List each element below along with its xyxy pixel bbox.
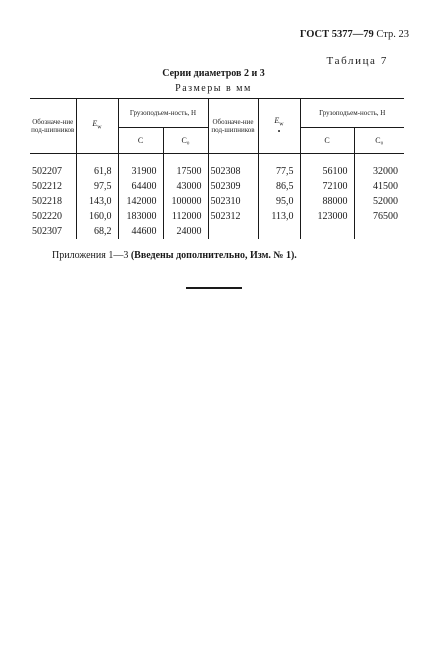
- c-left: 44600: [118, 224, 163, 239]
- header-load-capacity: Грузоподъем-ность, Н: [118, 99, 208, 128]
- ew-right: 113,0: [258, 209, 300, 224]
- closing-rule: [186, 287, 242, 289]
- c0-left: 112000: [163, 209, 208, 224]
- ew-right: 95,0: [258, 194, 300, 209]
- c-right: 72100: [300, 179, 354, 194]
- header-c: C: [118, 128, 163, 154]
- c-right: [300, 224, 354, 239]
- code-left: 502207: [32, 166, 62, 177]
- header-designation: Обозначе-ние под-шипников: [30, 99, 76, 154]
- footnote-prefix: Приложения 1—3: [52, 250, 129, 261]
- header-load-capacity-right: Грузоподъем-ность, Н: [300, 99, 404, 128]
- c0-right: 52000: [354, 194, 404, 209]
- ew-left: 68,2: [76, 224, 118, 239]
- c0-left: 24000: [163, 224, 208, 239]
- table-row: [30, 154, 404, 180]
- header-ew: $E_w$: [76, 99, 118, 154]
- code-left: 502212: [32, 181, 62, 192]
- code-right: 502308: [208, 154, 258, 180]
- gost-number: ГОСТ 5377—79: [299, 29, 374, 40]
- code-right: [208, 224, 258, 239]
- header-c-right: C: [300, 128, 354, 154]
- c0-right: 32000: [354, 154, 404, 180]
- page-number: Стр. 23: [376, 29, 409, 40]
- code-right: 502310: [208, 194, 258, 209]
- c-right: 88000: [300, 194, 354, 209]
- code-right: 502312: [208, 209, 258, 224]
- c0-left: 43000: [163, 179, 208, 194]
- c-left: 31900: [118, 154, 163, 180]
- ew-left: 97,5: [76, 179, 118, 194]
- c0-left: 17500: [163, 154, 208, 180]
- c-left: 142000: [118, 194, 163, 209]
- ew-right: [258, 224, 300, 239]
- c-right: 56100: [300, 154, 354, 180]
- code-right: 502309: [208, 179, 258, 194]
- footnote: [52, 250, 297, 261]
- c-left: 183000: [118, 209, 163, 224]
- header-c0: C₀: [163, 128, 208, 154]
- code-left: 502220: [32, 211, 62, 222]
- bearing-table: [30, 98, 404, 239]
- ew-left: 143,0: [76, 194, 118, 209]
- page-header: [300, 29, 409, 40]
- table-row: [30, 209, 404, 224]
- ew-left: 160,0: [76, 209, 118, 224]
- c0-right: 76500: [354, 209, 404, 224]
- table-row: [30, 179, 404, 194]
- code-left: 502218: [32, 196, 62, 207]
- c-right: 123000: [300, 209, 354, 224]
- c-left: 64400: [118, 179, 163, 194]
- c0-right: [354, 224, 404, 239]
- table-title: Серии диаметров 2 и 3: [162, 68, 265, 79]
- table-row: [30, 224, 404, 239]
- header-designation-right: Обозначе-ние под-шипников: [208, 99, 258, 154]
- table-subtitle: Размеры в мм: [175, 83, 252, 94]
- header-ew-right: $E_w$ •: [258, 99, 300, 154]
- code-left: 502307: [32, 226, 62, 237]
- ew-right: 86,5: [258, 179, 300, 194]
- c0-left: 100000: [163, 194, 208, 209]
- ew-marker: •: [277, 126, 281, 136]
- ew-right: 77,5: [258, 154, 300, 180]
- header-c0-right: C₀: [354, 128, 404, 154]
- table-row: [30, 194, 404, 209]
- ew-left: 61,8: [76, 154, 118, 180]
- table-label: Таблица 7: [326, 55, 388, 67]
- footnote-bold: (Введены дополнительно, Изм. № 1).: [130, 250, 297, 261]
- c0-right: 41500: [354, 179, 404, 194]
